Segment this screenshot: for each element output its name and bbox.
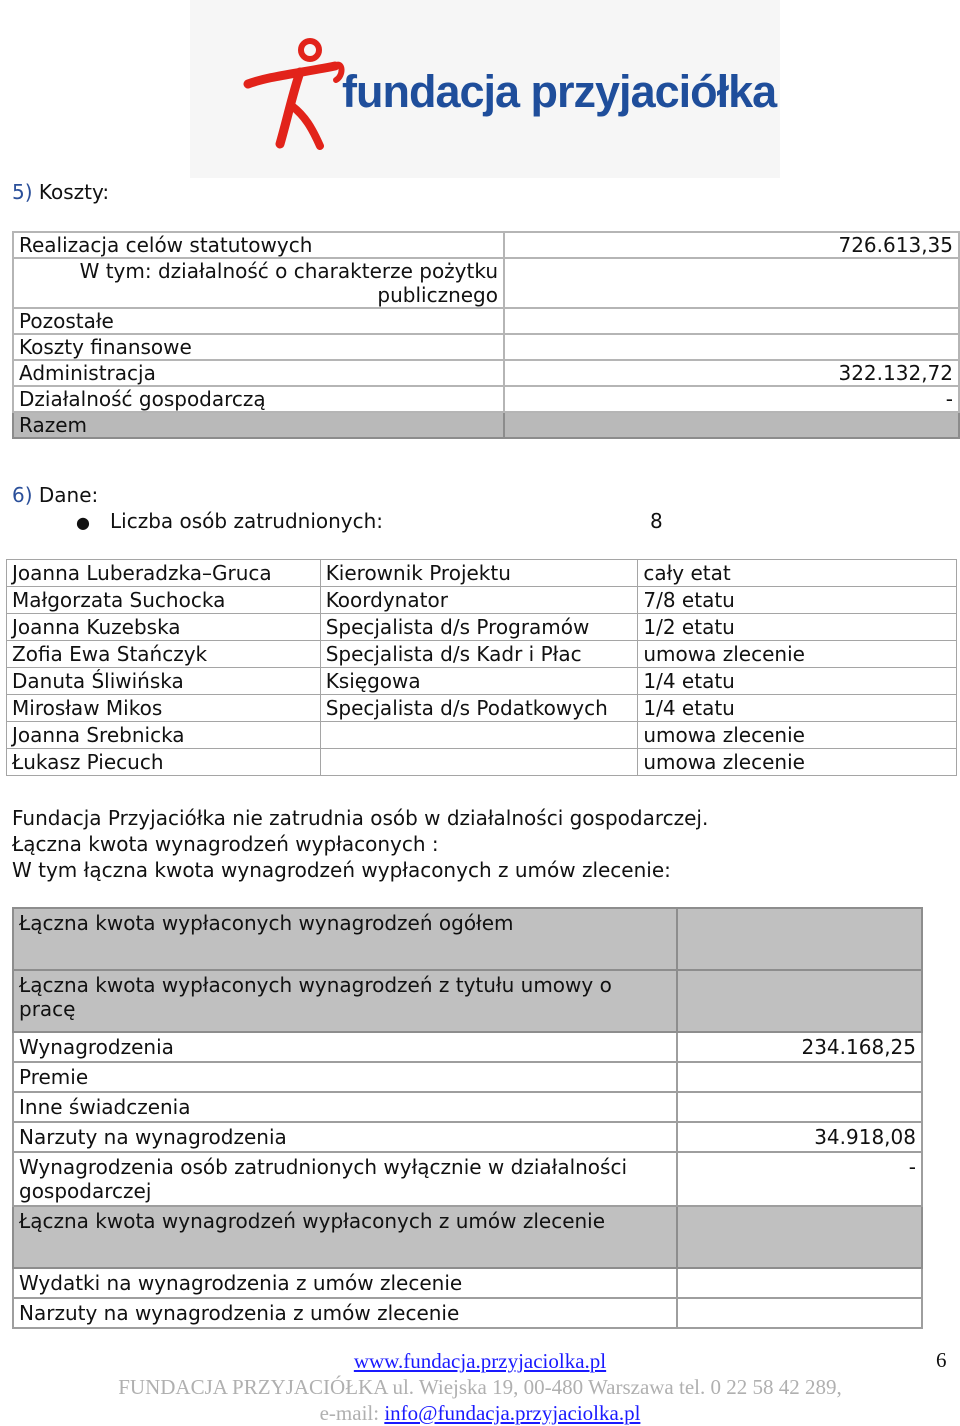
cell-value bbox=[677, 970, 922, 1032]
website-link[interactable]: www.fundacja.przyjaciolka.pl bbox=[353, 1349, 607, 1373]
cell-position: Księgowa bbox=[320, 668, 638, 695]
table-row bbox=[13, 970, 922, 1032]
section-title: Koszty: bbox=[38, 180, 110, 204]
cell-employment: umowa zlecenie bbox=[638, 722, 957, 749]
table-row bbox=[13, 232, 959, 258]
table-row bbox=[13, 1032, 922, 1062]
cell-label: Wynagrodzenia osób zatrudnionych wyłącznie w działalności gospodarczej bbox=[13, 1152, 677, 1206]
cell-label: Inne świadczenia bbox=[13, 1092, 677, 1122]
cell-position bbox=[320, 722, 638, 749]
section-number: 5) bbox=[12, 180, 33, 204]
section-title: Dane: bbox=[38, 483, 99, 507]
cell-label: Premie bbox=[13, 1062, 677, 1092]
table-row bbox=[13, 1122, 922, 1152]
cell-value bbox=[677, 908, 922, 970]
cell-value: 322.132,72 bbox=[504, 360, 959, 386]
table-row bbox=[7, 668, 957, 695]
cell-employment: 1/4 etatu bbox=[638, 695, 957, 722]
table-row bbox=[13, 308, 959, 334]
footer-address: FUNDACJA PRZYJACIÓŁKA ul. Wiejska 19, 00-480 Warszawa tel. 0 22 58 42 289, bbox=[118, 1375, 842, 1399]
email-link[interactable]: info@fundacja.przyjaciolka.pl bbox=[384, 1401, 641, 1425]
cell-label: Łączna kwota wynagrodzeń wypłaconych z umów zlecenie bbox=[13, 1206, 677, 1268]
cell-position: Specjalista d/s Podatkowych bbox=[320, 695, 638, 722]
cell-label: Łączna kwota wypłaconych wynagrodzeń z tytułu umowy o pracę bbox=[13, 970, 677, 1032]
cell-name: Mirosław Mikos bbox=[7, 695, 321, 722]
note-line: W tym łączna kwota wynagrodzeń wypłaconych z umów zlecenie: bbox=[12, 858, 671, 882]
table-row bbox=[13, 386, 959, 412]
cell-name: Małgorzata Suchocka bbox=[7, 587, 321, 614]
section-5-heading bbox=[12, 180, 109, 204]
cell-employment: umowa zlecenie bbox=[638, 749, 957, 776]
cell-name: Joanna Kuzebska bbox=[7, 614, 321, 641]
cell-label: Łączna kwota wypłaconych wynagrodzeń ogółem bbox=[13, 908, 677, 970]
logo bbox=[190, 0, 780, 178]
cell-position: Kierownik Projektu bbox=[320, 560, 638, 587]
cell-name: Joanna Srebnicka bbox=[7, 722, 321, 749]
cell-value bbox=[677, 1062, 922, 1092]
cell-value: 34.918,08 bbox=[677, 1122, 922, 1152]
table-row bbox=[13, 360, 959, 386]
cell-position: Specjalista d/s Programów bbox=[320, 614, 638, 641]
cell-value: 234.168,25 bbox=[677, 1032, 922, 1062]
note-line: Łączna kwota wynagrodzeń wypłaconych : bbox=[12, 832, 439, 856]
email-label: e-mail: bbox=[319, 1401, 380, 1425]
cell-value: 726.613,35 bbox=[504, 232, 959, 258]
cell-value bbox=[677, 1268, 922, 1298]
table-row bbox=[7, 695, 957, 722]
cell-label: Narzuty na wynagrodzenia bbox=[13, 1122, 677, 1152]
table-row bbox=[13, 1268, 922, 1298]
section-6-heading bbox=[12, 483, 98, 507]
table-row bbox=[13, 1152, 922, 1206]
page-number: 6 bbox=[936, 1348, 947, 1372]
bullet-item bbox=[76, 509, 90, 533]
table-row bbox=[13, 908, 922, 970]
logo-figure-icon bbox=[240, 36, 350, 151]
section-number: 6) bbox=[12, 483, 33, 507]
cell-label: Koszty finansowe bbox=[13, 334, 504, 360]
cell-employment: 1/2 etatu bbox=[638, 614, 957, 641]
table-row-total bbox=[13, 412, 959, 438]
cell-value bbox=[677, 1092, 922, 1122]
table-row bbox=[7, 749, 957, 776]
employee-count-label: Liczba osób zatrudnionych: bbox=[110, 509, 384, 533]
costs-table bbox=[12, 231, 960, 439]
cell-position: Koordynator bbox=[320, 587, 638, 614]
cell-label: Wydatki na wynagrodzenia z umów zlecenie bbox=[13, 1268, 677, 1298]
table-row bbox=[13, 1298, 922, 1328]
cell-label: Razem bbox=[13, 412, 504, 438]
footer bbox=[60, 1348, 900, 1426]
table-row bbox=[13, 258, 959, 308]
cell-position: Specjalista d/s Kadr i Płac bbox=[320, 641, 638, 668]
table-row bbox=[13, 1092, 922, 1122]
cell-position bbox=[320, 749, 638, 776]
cell-name: Danuta Śliwińska bbox=[7, 668, 321, 695]
note-line: Fundacja Przyjaciółka nie zatrudnia osób w działalności gospodarczej. bbox=[12, 806, 709, 830]
cell-value bbox=[504, 412, 959, 438]
cell-employment: umowa zlecenie bbox=[638, 641, 957, 668]
cell-label: Narzuty na wynagrodzenia z umów zlecenie bbox=[13, 1298, 677, 1328]
table-row bbox=[13, 1206, 922, 1268]
cell-value: - bbox=[504, 386, 959, 412]
cell-value bbox=[504, 334, 959, 360]
notes-block bbox=[12, 805, 708, 883]
staff-table bbox=[6, 559, 957, 776]
cell-label: Wynagrodzenia bbox=[13, 1032, 677, 1062]
cell-employment: 7/8 etatu bbox=[638, 587, 957, 614]
cell-value bbox=[504, 308, 959, 334]
cell-value: - bbox=[677, 1152, 922, 1206]
employee-count-value: 8 bbox=[650, 509, 663, 533]
table-row bbox=[13, 1062, 922, 1092]
table-row bbox=[7, 587, 957, 614]
cell-employment: cały etat bbox=[638, 560, 957, 587]
cell-value bbox=[677, 1298, 922, 1328]
cell-employment: 1/4 etatu bbox=[638, 668, 957, 695]
table-row bbox=[7, 614, 957, 641]
table-row bbox=[7, 722, 957, 749]
cell-name: Łukasz Piecuch bbox=[7, 749, 321, 776]
logo-text: fundacja przyjaciółka bbox=[342, 66, 777, 117]
table-row bbox=[7, 641, 957, 668]
table-row bbox=[13, 334, 959, 360]
cell-label: Realizacja celów statutowych bbox=[13, 232, 504, 258]
cell-label: W tym: działalność o charakterze pożytku publicznego bbox=[13, 258, 504, 308]
table-row bbox=[7, 560, 957, 587]
cell-value bbox=[677, 1206, 922, 1268]
cell-label: Pozostałe bbox=[13, 308, 504, 334]
cell-value bbox=[504, 258, 959, 308]
cell-label: Administracja bbox=[13, 360, 504, 386]
cell-name: Zofia Ewa Stańczyk bbox=[7, 641, 321, 668]
cell-name: Joanna Luberadzka–Gruca bbox=[7, 560, 321, 587]
bullet-icon: ● bbox=[76, 513, 90, 532]
wages-table bbox=[12, 907, 923, 1329]
cell-label: Działalność gospodarczą bbox=[13, 386, 504, 412]
